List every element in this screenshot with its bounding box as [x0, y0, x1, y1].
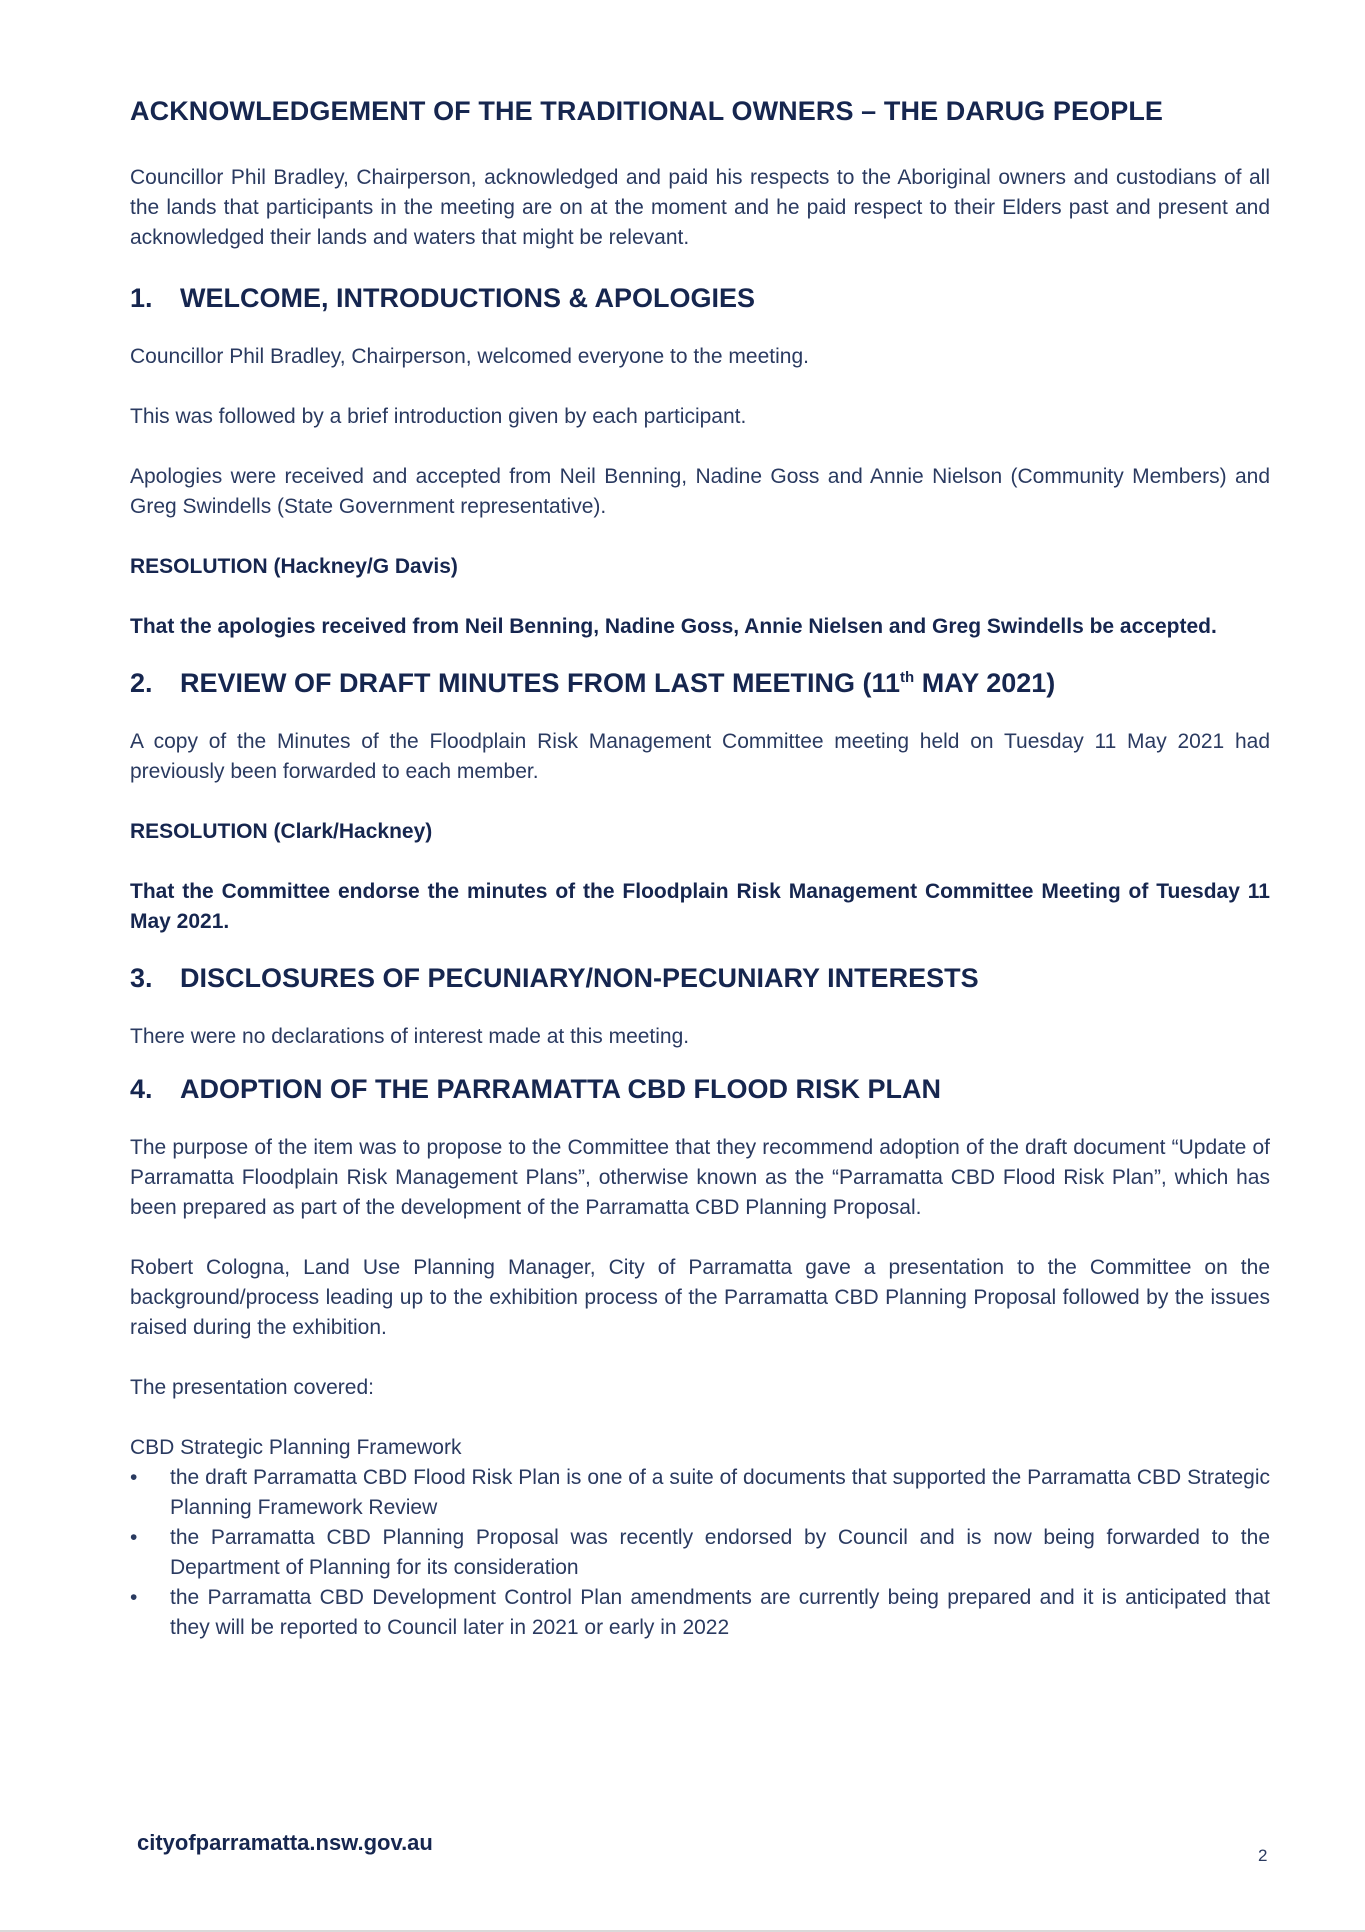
presentation-covered-paragraph: The presentation covered:: [130, 1376, 374, 1399]
list-item: • the draft Parramatta CBD Flood Risk Plan is one of a suite of documents that supported the Parramatta CBD Strategic Planning Framework Review: [130, 1463, 1270, 1523]
acknowledgement-heading: ACKNOWLEDGEMENT OF THE TRADITIONAL OWNERS – THE DARUG PEOPLE: [130, 96, 1164, 126]
section-2-resolution-text: That the Committee endorse the minutes of the Floodplain Risk Management Committee Meeting of Tuesday 11 May 2021.: [130, 880, 1270, 933]
list-title: CBD Strategic Planning Framework: [130, 1436, 462, 1459]
section-4-heading: [130, 1074, 1270, 1105]
presentation-paragraph: Robert Cologna, Land Use Planning Manager, City of Parramatta gave a presentation to the Committee on the background/process leading up to the exhibition process of the Parramatta CBD Planning Proposal followed by the issues raised during the exhibition.: [130, 1256, 1270, 1339]
section-4-number: 4.: [130, 1074, 153, 1104]
apologies-paragraph: Apologies were received and accepted from Neil Benning, Nadine Goss and Annie Nielson (Community Members) and Greg Swindells (State Government representative).: [130, 465, 1270, 518]
purpose-paragraph: The purpose of the item was to propose to the Committee that they recommend adoption of the draft document “Update of Parramatta Floodplain Risk Management Plans”, otherwise known as the “Parramatta CBD Flood Risk Plan”, which has been prepared as part of the development of the Parramatta CBD Planning Proposal.: [130, 1136, 1270, 1219]
ordinal-suffix: th: [900, 669, 915, 686]
introduction-paragraph: This was followed by a brief introduction given by each participant.: [130, 405, 747, 428]
welcome-paragraph: Councillor Phil Bradley, Chairperson, welcomed everyone to the meeting.: [130, 345, 809, 368]
document-page: [130, 96, 1270, 1643]
section-1-heading: [130, 283, 1270, 314]
section-1-resolution-label: RESOLUTION (Hackney/G Davis): [130, 555, 458, 578]
bullet-icon: •: [130, 1526, 138, 1549]
section-2-number: 2.: [130, 668, 153, 698]
section-2-title: REVIEW OF DRAFT MINUTES FROM LAST MEETING (11th MAY 2021): [180, 668, 1056, 698]
list-item: • the Parramatta CBD Development Control Plan amendments are currently being prepared and it is anticipated that they will be reported to Council later in 2021 or early in 2022: [130, 1583, 1270, 1643]
bullet-icon: •: [130, 1466, 138, 1489]
disclosures-paragraph: There were no declarations of interest made at this meeting.: [130, 1025, 690, 1048]
section-1-number: 1.: [130, 283, 153, 313]
page-number: 2: [1258, 1846, 1268, 1865]
list-item: • the Parramatta CBD Planning Proposal was recently endorsed by Council and is now being forwarded to the Department of Planning for its consideration: [130, 1523, 1270, 1583]
bullet-icon: •: [130, 1586, 138, 1609]
footer-url: cityofparramatta.nsw.gov.au: [137, 1830, 433, 1855]
section-3-title: DISCLOSURES OF PECUNIARY/NON-PECUNIARY INTERESTS: [180, 963, 979, 993]
minutes-paragraph: A copy of the Minutes of the Floodplain Risk Management Committee meeting held on Tuesday 11 May 2021 had previously been forwarded to each member.: [130, 730, 1270, 783]
section-4-title: ADOPTION OF THE PARRAMATTA CBD FLOOD RISK PLAN: [180, 1074, 941, 1104]
section-2-heading: [130, 668, 1270, 699]
section-1-title: WELCOME, INTRODUCTIONS & APOLOGIES: [180, 283, 756, 313]
section-2-resolution-label: RESOLUTION (Clark/Hackney): [130, 820, 433, 843]
section-1-resolution-text: That the apologies received from Neil Benning, Nadine Goss, Annie Nielsen and Greg Swindells be accepted.: [130, 615, 1217, 638]
section-3-number: 3.: [130, 963, 153, 993]
acknowledgement-text: Councillor Phil Bradley, Chairperson, acknowledged and paid his respects to the Aboriginal owners and custodians of all the lands that participants in the meeting are on at the moment and he paid respect to their Elders past and present and acknowledged their lands and waters that might be relevant.: [130, 166, 1270, 249]
bullet-list: [130, 1463, 1270, 1643]
section-3-heading: [130, 963, 1270, 994]
